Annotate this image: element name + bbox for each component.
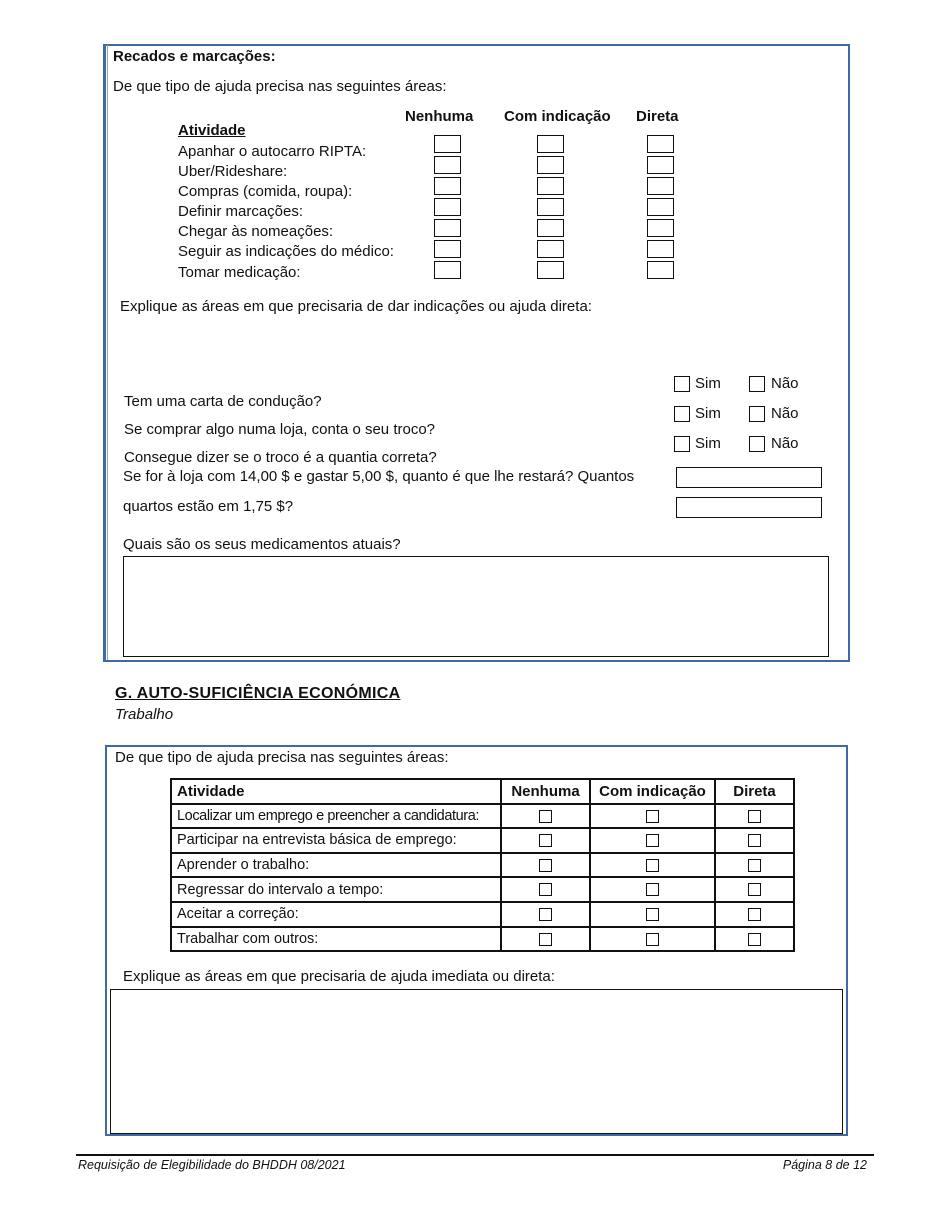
cell-none xyxy=(501,804,590,829)
checkbox-prompt[interactable] xyxy=(646,933,659,946)
header-none: Nenhuma xyxy=(501,779,590,804)
checkbox-prompt[interactable] xyxy=(646,883,659,896)
checkbox-none[interactable] xyxy=(539,933,552,946)
checkbox-direct[interactable] xyxy=(647,156,674,174)
header-prompt: Com indicação xyxy=(590,779,715,804)
no-label: Não xyxy=(771,375,799,392)
no-checkbox[interactable] xyxy=(749,406,765,422)
activity-label: Seguir as indicações do médico: xyxy=(178,243,394,260)
employment-explain-prompt: Explique as áreas em que precisaria de ajuda imediata ou direta: xyxy=(123,968,555,985)
checkbox-direct[interactable] xyxy=(748,859,761,872)
question-medications: Quais são os seus medicamentos atuais? xyxy=(123,536,401,553)
table-header-row xyxy=(171,779,794,804)
cell-direct xyxy=(715,927,794,952)
checkbox-prompt[interactable] xyxy=(537,240,564,258)
employment-question: De que tipo de ajuda precisa nas seguintes áreas: xyxy=(115,749,449,766)
checkbox-none[interactable] xyxy=(539,859,552,872)
activity-label: Apanhar o autocarro RIPTA: xyxy=(178,143,367,160)
no-label: Não xyxy=(771,435,799,452)
activity-label: Chegar às nomeações: xyxy=(178,223,334,240)
question-count-change: Se comprar algo numa loja, conta o seu troco? xyxy=(124,421,436,438)
checkbox-none[interactable] xyxy=(434,156,461,174)
footer-page-number: Página 8 de 12 xyxy=(782,1158,867,1172)
checkbox-prompt[interactable] xyxy=(646,834,659,847)
cell-none xyxy=(501,853,590,878)
checkbox-direct[interactable] xyxy=(748,933,761,946)
row-activity-label: Participar na entrevista básica de emprego: xyxy=(171,828,501,853)
row-activity-label: Aprender o trabalho: xyxy=(171,853,501,878)
table-row xyxy=(171,877,794,902)
col-head-none: Nenhuma xyxy=(405,108,474,125)
yes-checkbox[interactable] xyxy=(674,376,690,392)
row-activity-label: Trabalhar com outros: xyxy=(171,927,501,952)
checkbox-none[interactable] xyxy=(434,240,461,258)
section-g-subtitle: Trabalho xyxy=(115,706,174,723)
cell-direct xyxy=(715,902,794,927)
cell-none xyxy=(501,877,590,902)
checkbox-prompt[interactable] xyxy=(537,198,564,216)
checkbox-none[interactable] xyxy=(539,883,552,896)
cell-prompt xyxy=(590,853,715,878)
checkbox-prompt[interactable] xyxy=(646,810,659,823)
checkbox-none[interactable] xyxy=(539,908,552,921)
cell-prompt xyxy=(590,828,715,853)
checkbox-direct[interactable] xyxy=(647,177,674,195)
checkbox-direct[interactable] xyxy=(647,198,674,216)
checkbox-direct[interactable] xyxy=(647,135,674,153)
checkbox-none[interactable] xyxy=(434,198,461,216)
no-checkbox[interactable] xyxy=(749,436,765,452)
cell-direct xyxy=(715,853,794,878)
col-head-direct: Direta xyxy=(636,108,679,125)
checkbox-direct[interactable] xyxy=(647,261,674,279)
activity-label: Definir marcações: xyxy=(178,203,304,220)
row-activity-label: Localizar um emprego e preencher a candidatura: xyxy=(171,804,501,829)
table-row xyxy=(171,902,794,927)
employment-explain-textarea[interactable] xyxy=(110,989,843,1134)
cell-direct xyxy=(715,877,794,902)
errands-question: De que tipo de ajuda precisa nas seguintes áreas: xyxy=(113,78,447,95)
yes-label: Sim xyxy=(695,405,721,422)
frame-inner-line xyxy=(107,45,108,660)
footer-divider xyxy=(76,1154,874,1156)
checkbox-direct[interactable] xyxy=(647,219,674,237)
yes-checkbox[interactable] xyxy=(674,436,690,452)
col-head-prompt: Com indicação xyxy=(504,108,611,125)
question-license: Tem uma carta de condução? xyxy=(124,393,322,410)
activity-label: Tomar medicação: xyxy=(178,264,301,281)
checkbox-none[interactable] xyxy=(539,834,552,847)
checkbox-prompt[interactable] xyxy=(537,177,564,195)
errands-title: Recados e marcações: xyxy=(113,48,276,65)
checkbox-prompt[interactable] xyxy=(537,135,564,153)
checkbox-direct[interactable] xyxy=(748,834,761,847)
math-answer-field-1[interactable] xyxy=(676,467,822,488)
cell-none xyxy=(501,902,590,927)
yes-checkbox[interactable] xyxy=(674,406,690,422)
question-correct-change: Consegue dizer se o troco é a quantia correta? xyxy=(124,449,437,466)
activity-label: Uber/Rideshare: xyxy=(178,163,288,180)
checkbox-direct[interactable] xyxy=(647,240,674,258)
errands-explain-prompt: Explique as áreas em que precisaria de dar indicações ou ajuda direta: xyxy=(120,298,592,315)
checkbox-prompt[interactable] xyxy=(646,859,659,872)
math-answer-field-2[interactable] xyxy=(676,497,822,518)
cell-prompt xyxy=(590,927,715,952)
checkbox-prompt[interactable] xyxy=(646,908,659,921)
checkbox-direct[interactable] xyxy=(748,883,761,896)
cell-direct xyxy=(715,828,794,853)
table-row xyxy=(171,927,794,952)
employment-activity-table xyxy=(170,778,795,952)
question-math-line2: quartos estão em 1,75 $? xyxy=(123,498,294,515)
checkbox-none[interactable] xyxy=(539,810,552,823)
table-row xyxy=(171,828,794,853)
yes-label: Sim xyxy=(695,375,721,392)
question-math-line1: Se for à loja com 14,00 $ e gastar 5,00 $, quanto é que lhe restará? Quantos xyxy=(123,468,635,485)
checkbox-prompt[interactable] xyxy=(537,156,564,174)
no-checkbox[interactable] xyxy=(749,376,765,392)
cell-prompt xyxy=(590,804,715,829)
cell-prompt xyxy=(590,877,715,902)
cell-direct xyxy=(715,804,794,829)
checkbox-none[interactable] xyxy=(434,261,461,279)
activity-header: Atividade xyxy=(178,122,246,139)
yes-label: Sim xyxy=(695,435,721,452)
header-direct: Direta xyxy=(715,779,794,804)
footer-form-name: Requisição de Elegibilidade do BHDDH 08/2021 xyxy=(78,1158,346,1172)
activity-label: Compras (comida, roupa): xyxy=(178,183,353,200)
checkbox-prompt[interactable] xyxy=(537,261,564,279)
header-activity: Atividade xyxy=(171,779,501,804)
row-activity-label: Regressar do intervalo a tempo: xyxy=(171,877,501,902)
checkbox-prompt[interactable] xyxy=(537,219,564,237)
table-row xyxy=(171,853,794,878)
checkbox-direct[interactable] xyxy=(748,908,761,921)
checkbox-none[interactable] xyxy=(434,177,461,195)
checkbox-none[interactable] xyxy=(434,135,461,153)
row-activity-label: Aceitar a correção: xyxy=(171,902,501,927)
section-g-title: G. AUTO-SUFICIÊNCIA ECONÓMICA xyxy=(115,685,401,702)
checkbox-direct[interactable] xyxy=(748,810,761,823)
checkbox-none[interactable] xyxy=(434,219,461,237)
cell-none xyxy=(501,927,590,952)
table-row xyxy=(171,804,794,829)
cell-none xyxy=(501,828,590,853)
no-label: Não xyxy=(771,405,799,422)
cell-prompt xyxy=(590,902,715,927)
medications-textarea[interactable] xyxy=(123,556,829,657)
